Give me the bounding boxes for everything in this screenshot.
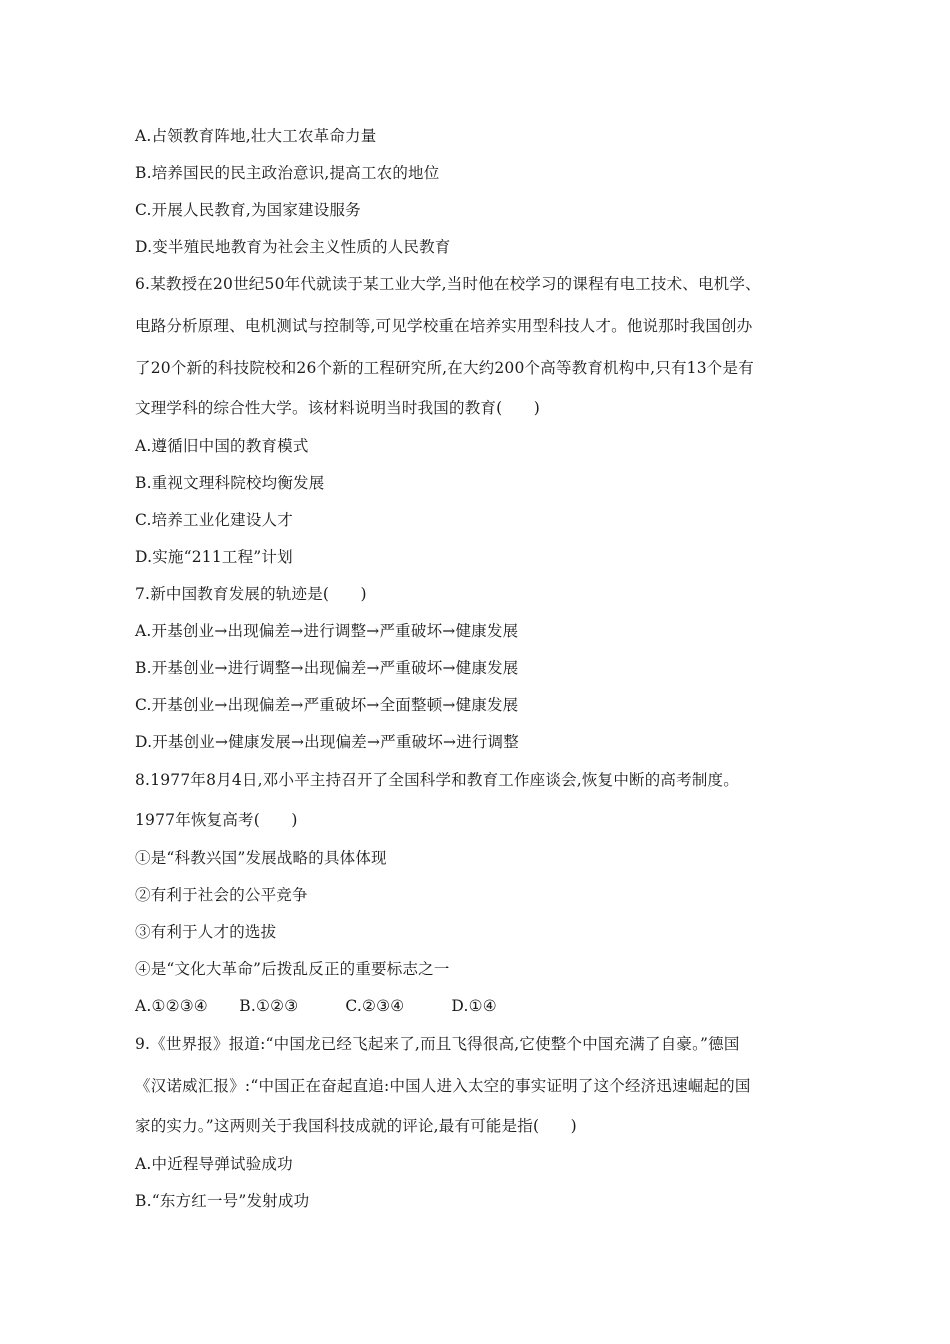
q6-option-a: A.遵循旧中国的教育模式 [135,437,309,455]
q7-stem: 7.新中国教育发展的轨迹是( ) [135,585,367,603]
q9-stem-line-3: 家的实力。”这两则关于我国科技成就的评论,最有可能是指( ) [135,1117,577,1135]
q7-option-a: A.开基创业→出现偏差→进行调整→严重破坏→健康发展 [135,622,519,640]
q8-stem-line-1: 8.1977年8月4日,邓小平主持召开了全国科学和教育工作座谈会,恢复中断的高考制度。 [135,771,739,789]
q8-options: A.①②③④ B.①②③ C.②③④ D.①④ [135,997,497,1015]
q9-stem-line-2: 《汉诺威汇报》:“中国正在奋起直追:中国人进入太空的事实证明了这个经济迅速崛起的国 [135,1077,751,1095]
q5-option-c: C.开展人民教育,为国家建设服务 [135,201,361,219]
q6-stem-line-2: 电路分析原理、电机测试与控制等,可见学校重在培养实用型科技人才。他说那时我国创办 [135,317,753,335]
q9-option-a: A.中近程导弹试验成功 [135,1155,293,1173]
q5-option-a: A.占领教育阵地,壮大工农革命力量 [135,127,377,145]
q7-option-d: D.开基创业→健康发展→出现偏差→严重破坏→进行调整 [135,733,519,751]
q6-option-d: D.实施“211工程”计划 [135,548,293,566]
q9-option-b: B.“东方红一号”发射成功 [135,1192,310,1210]
q6-option-b: B.重视文理科院校均衡发展 [135,474,325,492]
q6-stem-line-3: 了20个新的科技院校和26个新的工程研究所,在大约200个高等教育机构中,只有13个是有 [135,359,754,377]
q8-statement-3: ③有利于人才的选拔 [135,923,277,941]
q8-statement-4: ④是“文化大革命”后拨乱反正的重要标志之一 [135,960,450,978]
q9-stem-line-1: 9.《世界报》报道:“中国龙已经飞起来了,而且飞得很高,它使整个中国充满了自豪。”德国 [135,1035,740,1053]
q8-statement-1: ①是“科教兴国”发展战略的具体体现 [135,849,387,867]
q7-option-c: C.开基创业→出现偏差→严重破坏→全面整顿→健康发展 [135,696,519,714]
q7-option-b: B.开基创业→进行调整→出现偏差→严重破坏→健康发展 [135,659,519,677]
q8-statement-2: ②有利于社会的公平竞争 [135,886,308,904]
q5-option-b: B.培养国民的民主政治意识,提高工农的地位 [135,164,440,182]
q6-option-c: C.培养工业化建设人才 [135,511,293,529]
q6-stem-line-1: 6.某教授在20世纪50年代就读于某工业大学,当时他在校学习的课程有电工技术、电机学、 [135,275,761,293]
q8-stem-line-2: 1977年恢复高考( ) [135,811,298,829]
q5-option-d: D.变半殖民地教育为社会主义性质的人民教育 [135,238,451,256]
q6-stem-line-4: 文理学科的综合性大学。该材料说明当时我国的教育( ) [135,399,540,417]
